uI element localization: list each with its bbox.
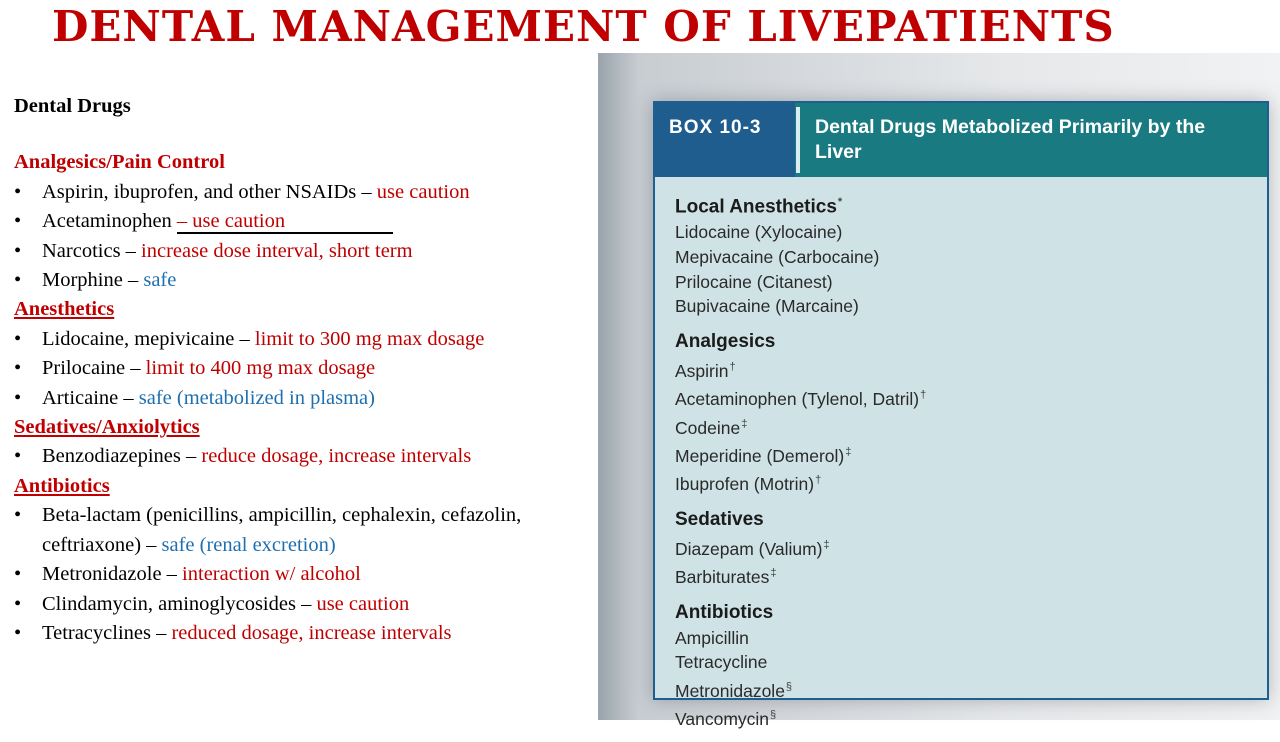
box-section-title <box>675 189 1245 220</box>
box-section-title-text: Local Anesthetics <box>675 196 837 218</box>
box-header <box>655 103 1267 177</box>
box-item-text: Tetracycline <box>675 652 768 673</box>
box-item-text: Vancomycin <box>675 709 770 730</box>
drug-text: Tetracyclines – <box>42 621 172 644</box>
section-heading-analgesics: Analgesics/Pain Control <box>14 151 225 174</box>
drug-text: Prilocaine – <box>42 357 146 380</box>
list-item <box>14 619 594 648</box>
drug-text: Aspirin, ibuprofen, and other NSAIDs – <box>42 180 377 203</box>
anesthetics-list <box>14 325 594 413</box>
textbook-box-figure <box>653 101 1269 730</box>
list-item <box>14 266 594 295</box>
list-item <box>14 384 594 413</box>
drug-text: Beta-lactam (penicillins, ampicillin, cephalexin, cefazolin, ceftriaxone) – <box>42 504 522 556</box>
box-item-text: Meperidine (Demerol) <box>675 445 845 466</box>
list-item <box>675 412 1245 440</box>
drug-note: safe <box>143 269 177 292</box>
footnote-mark: § <box>770 709 777 722</box>
drug-note: interaction w/ alcohol <box>182 563 361 586</box>
list-item <box>675 533 1245 561</box>
box-item-text: Aspirin <box>675 360 729 381</box>
antibiotics-list <box>14 501 594 648</box>
list-item <box>675 294 1245 319</box>
drug-note <box>177 210 393 234</box>
box-section-title: Antibiotics <box>675 601 774 623</box>
list-item <box>675 468 1245 496</box>
footnote-mark: * <box>837 196 843 208</box>
box-item-text: Codeine <box>675 417 741 438</box>
box-body <box>675 189 1245 742</box>
list-item <box>14 237 594 266</box>
footnote-mark: ‡ <box>741 417 748 430</box>
drug-note: limit to 400 mg max dosage <box>145 357 376 380</box>
drug-text: Acetaminophen <box>42 210 177 233</box>
list-item <box>14 207 594 236</box>
list-item <box>675 220 1245 245</box>
list-item <box>675 383 1245 411</box>
box-label: BOX 10-3 <box>669 117 762 138</box>
list-item <box>675 703 1245 731</box>
box-section-local-anesthetics <box>675 189 1245 319</box>
list-item <box>675 561 1245 589</box>
box-item-text: Diazepam (Valium) <box>675 538 823 559</box>
section-heading-antibiotics: Antibiotics <box>14 474 110 497</box>
drug-notes-column <box>14 92 594 648</box>
box-item-text: Lidocaine (Xylocaine) <box>675 222 843 243</box>
list-item <box>14 325 594 354</box>
sedatives-list <box>14 442 594 471</box>
drug-note: safe (metabolized in plasma) <box>138 386 375 409</box>
box-section-title: Sedatives <box>675 508 764 530</box>
drug-note-text: – use caution <box>176 210 286 233</box>
drug-text: Articaine – <box>42 386 139 409</box>
drug-text: Metronidazole – <box>42 563 183 586</box>
list-item <box>675 355 1245 383</box>
drug-note: reduce dosage, increase intervals <box>201 445 472 468</box>
list-item <box>675 270 1245 295</box>
list-item <box>14 442 594 471</box>
list-item <box>675 245 1245 270</box>
list-item <box>675 440 1245 468</box>
box-section-sedatives <box>675 507 1245 590</box>
drug-note: use caution <box>376 180 470 203</box>
footnote-mark: † <box>815 474 822 487</box>
list-item <box>675 626 1245 651</box>
section-heading-anesthetics: Anesthetics <box>14 298 115 321</box>
box-item-text: Mepivacaine (Carbocaine) <box>675 246 880 267</box>
box-item-text: Prilocaine (Citanest) <box>675 271 833 292</box>
drug-note: limit to 300 mg max dosage <box>254 327 485 350</box>
list-item <box>675 650 1245 675</box>
footnote-mark: ‡ <box>770 567 777 580</box>
box-item-text: Bupivacaine (Marcaine) <box>675 296 859 317</box>
box-item-text: Barbiturates <box>675 567 770 588</box>
drug-text: Narcotics – <box>42 239 142 262</box>
drug-note: reduced dosage, increase intervals <box>171 621 452 644</box>
box-label-area <box>655 103 795 177</box>
drug-note: use caution <box>316 592 410 615</box>
box-section-analgesics <box>675 329 1245 497</box>
list-item <box>14 178 594 207</box>
analgesics-list <box>14 178 594 296</box>
footnote-mark: ‡ <box>845 445 852 458</box>
list-item <box>14 560 594 589</box>
footnote-mark: † <box>920 389 927 402</box>
box-section-antibiotics <box>675 600 1245 732</box>
slide-title: DENTAL MANAGEMENT OF LIVEPATIENTS <box>52 2 1115 51</box>
section-heading-sedatives: Sedatives/Anxiolytics <box>14 416 200 439</box>
box-item-text: Metronidazole <box>675 680 785 701</box>
box-section-title: Analgesics <box>675 330 776 352</box>
drug-text: Lidocaine, mepivicaine – <box>42 327 255 350</box>
drug-note: safe (renal excretion) <box>161 533 336 556</box>
drug-note: increase dose interval, short term <box>141 239 413 262</box>
list-item <box>675 675 1245 703</box>
box-item-text: Acetaminophen (Tylenol, Datril) <box>675 388 920 409</box>
box-title: Dental Drugs Metabolized Primarily by the Liver <box>815 116 1206 163</box>
list-item <box>14 501 542 560</box>
dental-drugs-heading: Dental Drugs <box>14 95 131 117</box>
box-item-text: Ibuprofen (Motrin) <box>675 474 815 495</box>
footnote-mark: † <box>729 360 736 373</box>
box-divider <box>796 107 800 173</box>
list-item <box>14 354 594 383</box>
drug-text: Morphine – <box>42 269 144 292</box>
box-item-text: Ampicillin <box>675 627 749 648</box>
footnote-mark: § <box>785 680 793 693</box>
footnote-mark: ‡ <box>823 538 830 551</box>
drug-text: Clindamycin, aminoglycosides – <box>42 592 317 615</box>
list-item <box>14 590 594 619</box>
drug-text: Benzodiazepines – <box>42 445 202 468</box>
